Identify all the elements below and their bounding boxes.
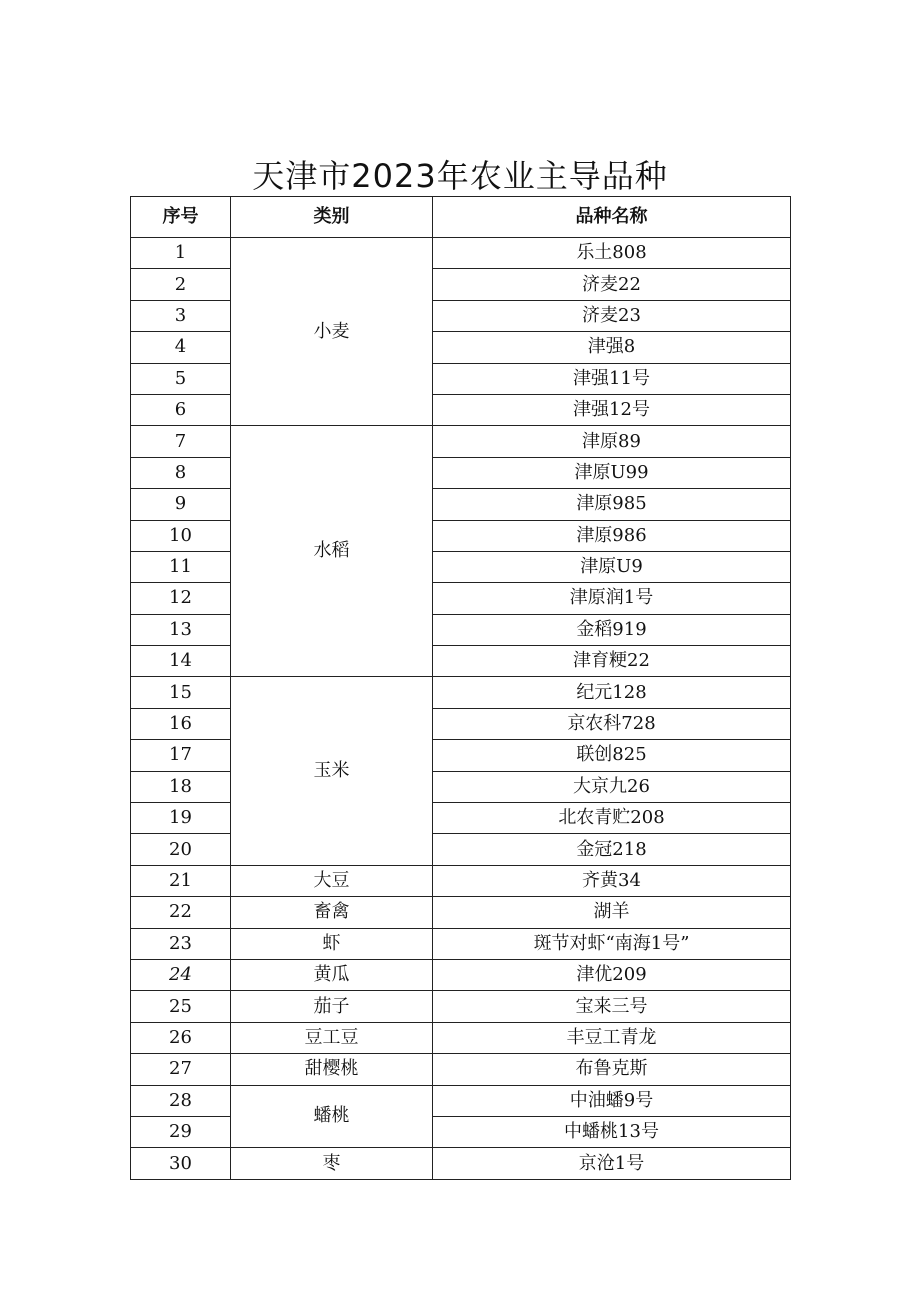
category-cell: 大豆 — [231, 865, 433, 896]
variety-table — [130, 196, 791, 1180]
row-index: 22 — [131, 897, 231, 928]
table-row — [131, 677, 791, 708]
header-variety: 品种名称 — [433, 197, 791, 238]
variety-name: 津强12号 — [433, 394, 791, 425]
variety-name: 金稻919 — [433, 614, 791, 645]
table-row — [131, 520, 791, 551]
variety-name: 斑节对虾“南海1号” — [433, 928, 791, 959]
variety-name: 津原89 — [433, 426, 791, 457]
table-row — [131, 1116, 791, 1147]
table-row — [131, 897, 791, 928]
table-row — [131, 771, 791, 802]
category-cell: 玉米 — [231, 677, 433, 865]
row-index: 16 — [131, 708, 231, 739]
row-index: 19 — [131, 803, 231, 834]
row-index: 13 — [131, 614, 231, 645]
table-row — [131, 269, 791, 300]
row-index: 15 — [131, 677, 231, 708]
table-row — [131, 928, 791, 959]
row-index: 4 — [131, 332, 231, 363]
table-row — [131, 991, 791, 1022]
row-index: 7 — [131, 426, 231, 457]
table-row — [131, 394, 791, 425]
variety-name: 津强8 — [433, 332, 791, 363]
variety-name: 丰豆工青龙 — [433, 1022, 791, 1053]
table-row — [131, 332, 791, 363]
variety-name: 津强11号 — [433, 363, 791, 394]
table-row — [131, 834, 791, 865]
variety-name: 纪元128 — [433, 677, 791, 708]
row-index: 8 — [131, 457, 231, 488]
row-index: 25 — [131, 991, 231, 1022]
variety-name: 布鲁克斯 — [433, 1054, 791, 1085]
table-row — [131, 1022, 791, 1053]
row-index: 27 — [131, 1054, 231, 1085]
table-row — [131, 238, 791, 269]
table-row — [131, 646, 791, 677]
table-row — [131, 1148, 791, 1179]
variety-name: 中油蟠9号 — [433, 1085, 791, 1116]
row-index: 9 — [131, 489, 231, 520]
row-index: 20 — [131, 834, 231, 865]
variety-name: 联创825 — [433, 740, 791, 771]
variety-name: 济麦22 — [433, 269, 791, 300]
table-row — [131, 1085, 791, 1116]
variety-name: 济麦23 — [433, 300, 791, 331]
category-cell: 虾 — [231, 928, 433, 959]
table-row — [131, 865, 791, 896]
table-row — [131, 740, 791, 771]
category-cell: 豆工豆 — [231, 1022, 433, 1053]
table-row — [131, 551, 791, 582]
table-row — [131, 1054, 791, 1085]
table-row — [131, 959, 791, 990]
variety-name: 金冠218 — [433, 834, 791, 865]
row-index: 26 — [131, 1022, 231, 1053]
category-cell: 甜樱桃 — [231, 1054, 433, 1085]
header-index: 序号 — [131, 197, 231, 238]
table-row — [131, 363, 791, 394]
category-cell: 枣 — [231, 1148, 433, 1179]
category-cell: 黄瓜 — [231, 959, 433, 990]
table-row — [131, 803, 791, 834]
variety-name: 大京九26 — [433, 771, 791, 802]
variety-name: 津原985 — [433, 489, 791, 520]
table-row — [131, 426, 791, 457]
variety-name: 北农青贮208 — [433, 803, 791, 834]
variety-name: 津原润1号 — [433, 583, 791, 614]
category-cell: 茄子 — [231, 991, 433, 1022]
row-index: 21 — [131, 865, 231, 896]
category-cell: 水稻 — [231, 426, 433, 677]
variety-name: 宝来三号 — [433, 991, 791, 1022]
row-index: 1 — [131, 238, 231, 269]
row-index: 14 — [131, 646, 231, 677]
variety-name: 津原986 — [433, 520, 791, 551]
row-index: 10 — [131, 520, 231, 551]
row-index: 30 — [131, 1148, 231, 1179]
row-index: 17 — [131, 740, 231, 771]
table-row — [131, 708, 791, 739]
document-title: 天津市2023年农业主导品种 — [252, 157, 668, 195]
variety-name: 京农科728 — [433, 708, 791, 739]
header-category: 类别 — [231, 197, 433, 238]
variety-name: 中蟠桃13号 — [433, 1116, 791, 1147]
variety-name: 京沧1号 — [433, 1148, 791, 1179]
table-row — [131, 583, 791, 614]
row-index: 11 — [131, 551, 231, 582]
category-cell: 蟠桃 — [231, 1085, 433, 1148]
category-cell: 畜禽 — [231, 897, 433, 928]
row-index: 18 — [131, 771, 231, 802]
table-row — [131, 614, 791, 645]
row-index: 3 — [131, 300, 231, 331]
variety-name: 湖羊 — [433, 897, 791, 928]
row-index: 2 — [131, 269, 231, 300]
row-index: 29 — [131, 1116, 231, 1147]
row-index: 6 — [131, 394, 231, 425]
variety-name: 津原U9 — [433, 551, 791, 582]
variety-name: 齐黄34 — [433, 865, 791, 896]
table-header-row — [131, 197, 791, 238]
category-cell: 小麦 — [231, 238, 433, 426]
row-index: 12 — [131, 583, 231, 614]
variety-name: 津原U99 — [433, 457, 791, 488]
row-index: 5 — [131, 363, 231, 394]
row-index: 28 — [131, 1085, 231, 1116]
table-row — [131, 300, 791, 331]
variety-name: 津育粳22 — [433, 646, 791, 677]
table-row — [131, 457, 791, 488]
variety-name: 乐土808 — [433, 238, 791, 269]
variety-name: 津优209 — [433, 959, 791, 990]
row-index: 23 — [131, 928, 231, 959]
row-index: 24 — [131, 959, 231, 990]
table-row — [131, 489, 791, 520]
